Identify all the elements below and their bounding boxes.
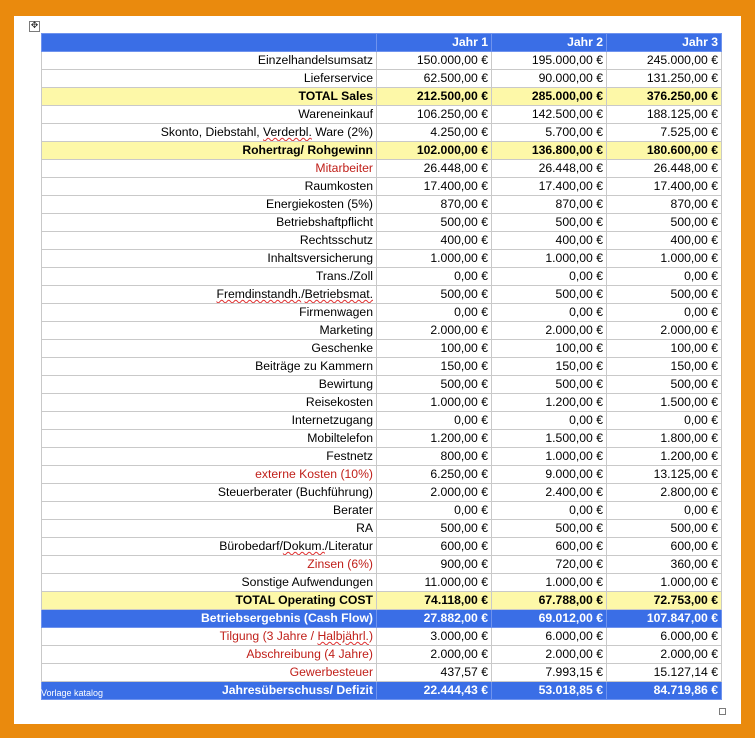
- value-cell-year-2[interactable]: 870,00 €: [492, 196, 607, 214]
- value-cell-year-3[interactable]: 1.800,00 €: [607, 430, 722, 448]
- value-cell-year-3[interactable]: 7.525,00 €: [607, 124, 722, 142]
- value-cell-year-1[interactable]: 106.250,00 €: [377, 106, 492, 124]
- table-resize-handle-icon[interactable]: [719, 708, 726, 715]
- value-cell-year-2[interactable]: 500,00 €: [492, 376, 607, 394]
- value-cell-year-3[interactable]: 870,00 €: [607, 196, 722, 214]
- value-cell-year-2[interactable]: 2.000,00 €: [492, 322, 607, 340]
- table-row: [42, 376, 722, 394]
- value-cell-year-1[interactable]: 870,00 €: [377, 196, 492, 214]
- value-cell-year-2[interactable]: 2.000,00 €: [492, 646, 607, 664]
- table-row: [42, 358, 722, 376]
- value-cell-year-3[interactable]: 17.400,00 €: [607, 178, 722, 196]
- row-label-cell[interactable]: Betriebshaftpflicht: [42, 214, 377, 232]
- value-cell-year-3[interactable]: 0,00 €: [607, 304, 722, 322]
- spellcheck-word: Verderbl.: [263, 125, 312, 139]
- value-cell-year-1[interactable]: 600,00 €: [377, 538, 492, 556]
- table-row: [42, 124, 722, 142]
- profit-loss-table: [41, 33, 722, 700]
- value-cell-year-1[interactable]: 102.000,00 €: [377, 142, 492, 160]
- value-cell-year-2[interactable]: 1.200,00 €: [492, 394, 607, 412]
- table-row: [42, 394, 722, 412]
- table-row: [42, 196, 722, 214]
- header-cell-year-3[interactable]: Jahr 3: [607, 34, 722, 52]
- table-row: [42, 430, 722, 448]
- value-cell-year-2[interactable]: 17.400,00 €: [492, 178, 607, 196]
- row-label-cell[interactable]: Berater: [42, 502, 377, 520]
- value-cell-year-3[interactable]: 1.500,00 €: [607, 394, 722, 412]
- value-cell-year-2[interactable]: 0,00 €: [492, 502, 607, 520]
- row-label-cell[interactable]: TOTAL Operating COST: [42, 592, 377, 610]
- value-cell-year-3[interactable]: 2.800,00 €: [607, 484, 722, 502]
- table-row: [42, 106, 722, 124]
- value-cell-year-2[interactable]: 400,00 €: [492, 232, 607, 250]
- table-row: [42, 466, 722, 484]
- value-cell-year-3[interactable]: 188.125,00 €: [607, 106, 722, 124]
- value-cell-year-3[interactable]: 0,00 €: [607, 412, 722, 430]
- value-cell-year-3[interactable]: 500,00 €: [607, 520, 722, 538]
- table-row: [42, 592, 722, 610]
- value-cell-year-1[interactable]: 62.500,00 €: [377, 70, 492, 88]
- value-cell-year-3[interactable]: 180.600,00 €: [607, 142, 722, 160]
- spellcheck-word: Halbjährl.: [317, 629, 369, 643]
- row-label-cell[interactable]: Mitarbeiter: [42, 160, 377, 178]
- row-label-cell[interactable]: Gewerbesteuer: [42, 664, 377, 682]
- value-cell-year-2[interactable]: 500,00 €: [492, 286, 607, 304]
- table-row: [42, 556, 722, 574]
- table-body: [42, 34, 722, 700]
- value-cell-year-1[interactable]: 3.000,00 €: [377, 628, 492, 646]
- value-cell-year-3[interactable]: 400,00 €: [607, 232, 722, 250]
- value-cell-year-2[interactable]: 26.448,00 €: [492, 160, 607, 178]
- table-row: [42, 664, 722, 682]
- value-cell-year-3[interactable]: 0,00 €: [607, 268, 722, 286]
- value-cell-year-3[interactable]: 2.000,00 €: [607, 322, 722, 340]
- value-cell-year-1[interactable]: 74.118,00 €: [377, 592, 492, 610]
- value-cell-year-1[interactable]: 900,00 €: [377, 556, 492, 574]
- value-cell-year-1[interactable]: 500,00 €: [377, 376, 492, 394]
- row-label-cell[interactable]: Geschenke: [42, 340, 377, 358]
- value-cell-year-1[interactable]: 500,00 €: [377, 286, 492, 304]
- value-cell-year-2[interactable]: 69.012,00 €: [492, 610, 607, 628]
- row-label-cell[interactable]: Energiekosten (5%): [42, 196, 377, 214]
- table-row: [42, 70, 722, 88]
- table-row: [42, 412, 722, 430]
- spellcheck-word: Fremdinstandh.: [216, 287, 302, 301]
- watermark-text: Vorlage katalog: [41, 688, 104, 698]
- row-label-cell[interactable]: Betriebsergebnis (Cash Flow): [42, 610, 377, 628]
- value-cell-year-1[interactable]: 1.000,00 €: [377, 250, 492, 268]
- header-cell-label[interactable]: [42, 34, 377, 52]
- value-cell-year-1[interactable]: 500,00 €: [377, 520, 492, 538]
- value-cell-year-3[interactable]: 15.127,14 €: [607, 664, 722, 682]
- row-label-cell[interactable]: Rechtsschutz: [42, 232, 377, 250]
- value-cell-year-2[interactable]: 1.000,00 €: [492, 574, 607, 592]
- value-cell-year-1[interactable]: 1.000,00 €: [377, 394, 492, 412]
- table-row: [42, 178, 722, 196]
- value-cell-year-3[interactable]: 131.250,00 €: [607, 70, 722, 88]
- value-cell-year-1[interactable]: 2.000,00 €: [377, 484, 492, 502]
- value-cell-year-3[interactable]: 1.000,00 €: [607, 250, 722, 268]
- table-row: [42, 304, 722, 322]
- value-cell-year-3[interactable]: 245.000,00 €: [607, 52, 722, 70]
- value-cell-year-2[interactable]: 285.000,00 €: [492, 88, 607, 106]
- value-cell-year-2[interactable]: 720,00 €: [492, 556, 607, 574]
- row-label-cell[interactable]: Firmenwagen: [42, 304, 377, 322]
- table-row: [42, 682, 722, 700]
- table-row: [42, 142, 722, 160]
- value-cell-year-1[interactable]: 2.000,00 €: [377, 322, 492, 340]
- row-label-cell[interactable]: Steuerberater (Buchführung): [42, 484, 377, 502]
- value-cell-year-2[interactable]: 90.000,00 €: [492, 70, 607, 88]
- table-row: [42, 610, 722, 628]
- table-row: [42, 286, 722, 304]
- value-cell-year-1[interactable]: 150.000,00 €: [377, 52, 492, 70]
- value-cell-year-3[interactable]: 2.000,00 €: [607, 646, 722, 664]
- value-cell-year-2[interactable]: 6.000,00 €: [492, 628, 607, 646]
- row-label-cell[interactable]: Wareneinkauf: [42, 106, 377, 124]
- table-row: [42, 214, 722, 232]
- value-cell-year-3[interactable]: 100,00 €: [607, 340, 722, 358]
- value-cell-year-1[interactable]: 2.000,00 €: [377, 646, 492, 664]
- row-label-cell[interactable]: Raumkosten: [42, 178, 377, 196]
- row-label-cell[interactable]: Fremdinstandh./Betriebsmat.: [42, 286, 377, 304]
- table-row: [42, 502, 722, 520]
- row-label-cell[interactable]: Einzelhandelsumsatz: [42, 52, 377, 70]
- row-label-cell[interactable]: RA: [42, 520, 377, 538]
- row-label-cell[interactable]: Jahresüberschuss/ Defizit: [42, 682, 377, 700]
- row-label-cell[interactable]: Reisekosten: [42, 394, 377, 412]
- row-label-cell[interactable]: Mobiltelefon: [42, 430, 377, 448]
- value-cell-year-2[interactable]: 1.500,00 €: [492, 430, 607, 448]
- table-row: [42, 448, 722, 466]
- row-label-cell[interactable]: Internetzugang: [42, 412, 377, 430]
- table-move-handle-icon[interactable]: ✥: [30, 21, 39, 31]
- value-cell-year-2[interactable]: 0,00 €: [492, 412, 607, 430]
- value-cell-year-3[interactable]: 500,00 €: [607, 286, 722, 304]
- value-cell-year-3[interactable]: 13.125,00 €: [607, 466, 722, 484]
- value-cell-year-3[interactable]: 360,00 €: [607, 556, 722, 574]
- value-cell-year-2[interactable]: 100,00 €: [492, 340, 607, 358]
- value-cell-year-1[interactable]: 26.448,00 €: [377, 160, 492, 178]
- table-row: [42, 340, 722, 358]
- value-cell-year-1[interactable]: 400,00 €: [377, 232, 492, 250]
- table-row: [42, 538, 722, 556]
- value-cell-year-2[interactable]: 150,00 €: [492, 358, 607, 376]
- value-cell-year-3[interactable]: 1.200,00 €: [607, 448, 722, 466]
- value-cell-year-1[interactable]: 437,57 €: [377, 664, 492, 682]
- value-cell-year-1[interactable]: 0,00 €: [377, 502, 492, 520]
- value-cell-year-2[interactable]: 0,00 €: [492, 268, 607, 286]
- value-cell-year-1[interactable]: 11.000,00 €: [377, 574, 492, 592]
- value-cell-year-2[interactable]: 7.993,15 €: [492, 664, 607, 682]
- value-cell-year-2[interactable]: 1.000,00 €: [492, 250, 607, 268]
- value-cell-year-3[interactable]: 84.719,86 €: [607, 682, 722, 700]
- row-label-cell[interactable]: Bürobedarf/Dokum./Literatur: [42, 538, 377, 556]
- value-cell-year-2[interactable]: 9.000,00 €: [492, 466, 607, 484]
- table-row: [42, 484, 722, 502]
- table-header-row: [42, 34, 722, 52]
- value-cell-year-1[interactable]: 150,00 €: [377, 358, 492, 376]
- row-label-cell[interactable]: Zinsen (6%): [42, 556, 377, 574]
- document-page: [14, 16, 741, 724]
- value-cell-year-3[interactable]: 500,00 €: [607, 376, 722, 394]
- row-label-cell[interactable]: Bewirtung: [42, 376, 377, 394]
- value-cell-year-1[interactable]: 212.500,00 €: [377, 88, 492, 106]
- row-label-cell[interactable]: Beiträge zu Kammern: [42, 358, 377, 376]
- value-cell-year-1[interactable]: 22.444,43 €: [377, 682, 492, 700]
- spellcheck-word: Dokum.: [282, 539, 325, 553]
- value-cell-year-2[interactable]: 0,00 €: [492, 304, 607, 322]
- table-row: [42, 322, 722, 340]
- row-label-cell[interactable]: Abschreibung (4 Jahre): [42, 646, 377, 664]
- value-cell-year-2[interactable]: 600,00 €: [492, 538, 607, 556]
- value-cell-year-2[interactable]: 142.500,00 €: [492, 106, 607, 124]
- value-cell-year-3[interactable]: 1.000,00 €: [607, 574, 722, 592]
- row-label-cell[interactable]: Rohertrag/ Rohgewinn: [42, 142, 377, 160]
- value-cell-year-2[interactable]: 5.700,00 €: [492, 124, 607, 142]
- row-label-cell[interactable]: Festnetz: [42, 448, 377, 466]
- value-cell-year-2[interactable]: 195.000,00 €: [492, 52, 607, 70]
- value-cell-year-1[interactable]: 0,00 €: [377, 268, 492, 286]
- table-row: [42, 160, 722, 178]
- value-cell-year-2[interactable]: 136.800,00 €: [492, 142, 607, 160]
- value-cell-year-1[interactable]: 4.250,00 €: [377, 124, 492, 142]
- row-label-cell[interactable]: Sonstige Aufwendungen: [42, 574, 377, 592]
- table-row: [42, 574, 722, 592]
- value-cell-year-1[interactable]: 100,00 €: [377, 340, 492, 358]
- table-row: [42, 232, 722, 250]
- value-cell-year-2[interactable]: 53.018,85 €: [492, 682, 607, 700]
- row-label-cell[interactable]: Skonto, Diebstahl, Verderbl. Ware (2%): [42, 124, 377, 142]
- value-cell-year-2[interactable]: 67.788,00 €: [492, 592, 607, 610]
- value-cell-year-2[interactable]: 500,00 €: [492, 520, 607, 538]
- row-label-cell[interactable]: Marketing: [42, 322, 377, 340]
- row-label-cell[interactable]: Inhaltsversicherung: [42, 250, 377, 268]
- row-label-cell[interactable]: Trans./Zoll: [42, 268, 377, 286]
- value-cell-year-1[interactable]: 17.400,00 €: [377, 178, 492, 196]
- table-row: [42, 88, 722, 106]
- table-row: [42, 250, 722, 268]
- table-row: [42, 646, 722, 664]
- value-cell-year-3[interactable]: 500,00 €: [607, 214, 722, 232]
- value-cell-year-3[interactable]: 72.753,00 €: [607, 592, 722, 610]
- table-row: [42, 628, 722, 646]
- value-cell-year-2[interactable]: 500,00 €: [492, 214, 607, 232]
- value-cell-year-1[interactable]: 6.250,00 €: [377, 466, 492, 484]
- table-row: [42, 52, 722, 70]
- row-label-cell[interactable]: TOTAL Sales: [42, 88, 377, 106]
- row-label-cell[interactable]: Tilgung (3 Jahre / Halbjährl.): [42, 628, 377, 646]
- header-cell-year-2[interactable]: Jahr 2: [492, 34, 607, 52]
- table-row: [42, 520, 722, 538]
- row-label-cell[interactable]: externe Kosten (10%): [42, 466, 377, 484]
- value-cell-year-3[interactable]: 26.448,00 €: [607, 160, 722, 178]
- value-cell-year-1[interactable]: 27.882,00 €: [377, 610, 492, 628]
- table-row: [42, 268, 722, 286]
- value-cell-year-1[interactable]: 0,00 €: [377, 412, 492, 430]
- value-cell-year-2[interactable]: 2.400,00 €: [492, 484, 607, 502]
- header-cell-year-1[interactable]: Jahr 1: [377, 34, 492, 52]
- value-cell-year-1[interactable]: 0,00 €: [377, 304, 492, 322]
- value-cell-year-3[interactable]: 107.847,00 €: [607, 610, 722, 628]
- value-cell-year-3[interactable]: 0,00 €: [607, 502, 722, 520]
- value-cell-year-3[interactable]: 150,00 €: [607, 358, 722, 376]
- spellcheck-word: Betriebsmat.: [304, 287, 373, 301]
- value-cell-year-3[interactable]: 6.000,00 €: [607, 628, 722, 646]
- value-cell-year-2[interactable]: 1.000,00 €: [492, 448, 607, 466]
- row-label-cell[interactable]: Lieferservice: [42, 70, 377, 88]
- value-cell-year-3[interactable]: 376.250,00 €: [607, 88, 722, 106]
- value-cell-year-1[interactable]: 500,00 €: [377, 214, 492, 232]
- value-cell-year-3[interactable]: 600,00 €: [607, 538, 722, 556]
- value-cell-year-1[interactable]: 1.200,00 €: [377, 430, 492, 448]
- value-cell-year-1[interactable]: 800,00 €: [377, 448, 492, 466]
